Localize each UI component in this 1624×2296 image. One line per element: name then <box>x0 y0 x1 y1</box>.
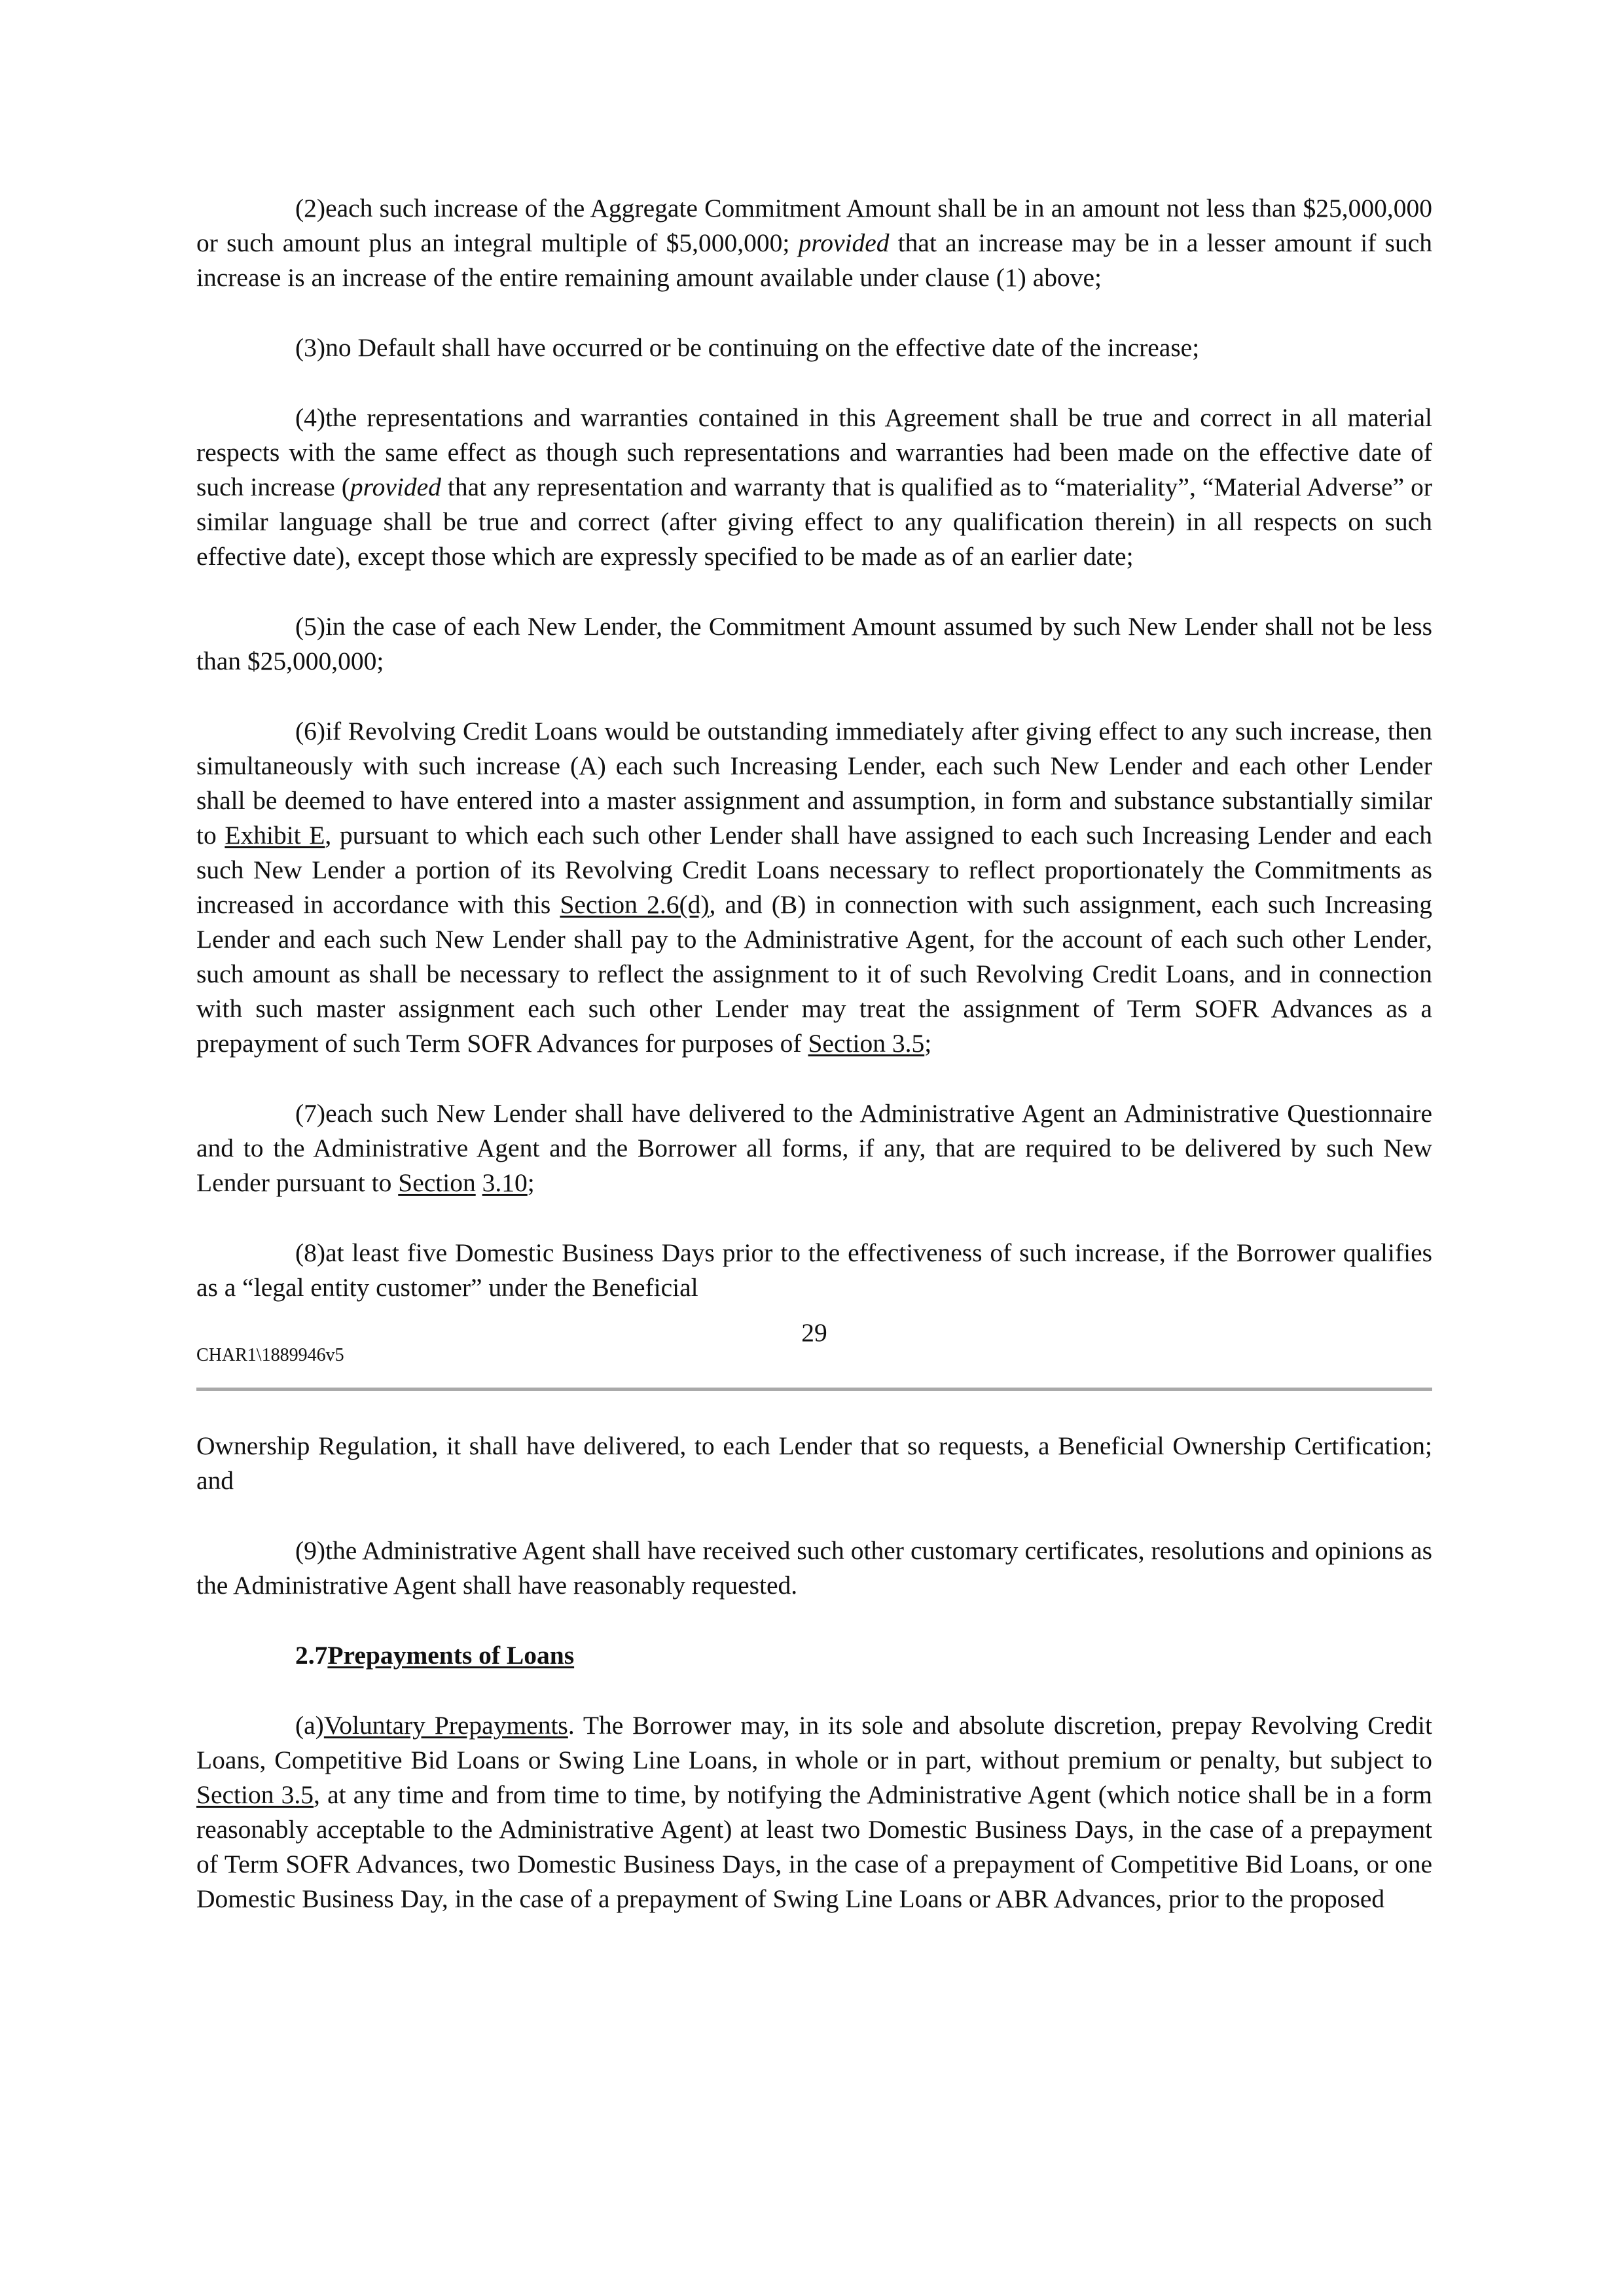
clause-number: (3) <box>295 333 326 362</box>
exhibit-e-reference: Exhibit E <box>225 821 325 850</box>
page-footer <box>196 1316 1432 1388</box>
clause-8-continuation <box>196 1429 1432 1498</box>
section-3-5-reference: Section 3.5 <box>808 1029 925 1058</box>
clause-text: ; <box>527 1168 535 1197</box>
clause-9 <box>196 1534 1432 1603</box>
clause-6 <box>196 714 1432 1061</box>
section-3-5-reference: Section 3.5 <box>196 1780 314 1809</box>
clause-italic-term: provided <box>798 228 890 257</box>
section-number: 2.7 <box>295 1641 328 1670</box>
clause-number: (5) <box>295 612 326 641</box>
clause-7 <box>196 1096 1432 1200</box>
clause-3 <box>196 331 1432 365</box>
page-break-divider <box>196 1388 1432 1391</box>
clause-4 <box>196 401 1432 574</box>
clause-number: (6) <box>295 717 326 745</box>
section-3-10-reference: 3.10 <box>482 1168 528 1197</box>
clause-number: (2) <box>295 194 326 223</box>
clause-number: (7) <box>295 1099 326 1128</box>
clause-text: , pursuant to which each such other Lender shall have assigned to each such Increasing Lender and each such New Lender a portion of its Revolving Credit Loans necessary to reflect proportionately the Commitments as increased in accordance with this <box>196 821 1432 919</box>
clause-number: (9) <box>295 1536 326 1565</box>
document-page <box>196 191 1432 1952</box>
clause-text: ; <box>924 1029 932 1058</box>
page-number: 29 <box>801 1318 827 1347</box>
clause-text: each such New Lender shall have delivered to the Administrative Agent an Administrative Questionnaire and to the Administrative Agent and the Borrower all forms, if any, that are required to be delivered by such New Lender pursuant to <box>196 1099 1432 1197</box>
clause-text: if Revolving Credit Loans would be outstanding immediately after giving effect to any such increase, then simultaneously with such increase (A) each such Increasing Lender, each such New Lender and each other Lender shall be deemed to have entered into a master assignment and assumption, in form and substance substantially similar to <box>196 717 1432 850</box>
clause-italic-term: provided <box>350 473 441 501</box>
clause-text: that an increase may be in a lesser amount if such increase is an increase of the entire remaining amount available under clause (1) above; <box>196 228 1432 292</box>
clause-number: (8) <box>295 1238 326 1267</box>
clause-text: that any representation and warranty that is qualified as to “materiality”, “Material Adverse” or similar language shall be true and correct (after giving effect to any qualification therein) in all respects on such effective date), except those which are expressly specified to be made as of an earlier date; <box>196 473 1432 571</box>
clause-text: , and (B) in connection with such assignment, each such Increasing Lender and each such New Lender shall pay to the Administrative Agent, for the account of each such other Lender, such amount as shall be necessary to reflect the assignment to it of such Revolving Credit Loans, and in connection with such master assignment each such other Lender may treat the assignment of Term SOFR Advances as a prepayment of such Term SOFR Advances for purposes of <box>196 890 1432 1058</box>
section-title: Prepayments of Loans <box>327 1641 575 1670</box>
subsection-text: , at any time and from time to time, by notifying the Administrative Agent (which notice shall be in a form reasonably acceptable to the Administrative Agent) at least two Domestic Business Days, in the case of a prepayment of Term SOFR Advances, two Domestic Business Days, in the case of a prepayment of Competitive Bid Loans, or one Domestic Business Day, in the case of a prepayment of Swing Line Loans or ABR Advances, prior to the proposed <box>196 1780 1433 1913</box>
section-heading <box>196 1638 1432 1673</box>
clause-text: Ownership Regulation, it shall have delivered, to each Lender that so requests, a Beneficial Ownership Certification; and <box>196 1431 1432 1495</box>
section-reference: Section <box>398 1168 476 1197</box>
clause-5 <box>196 609 1432 679</box>
clause-text: the Administrative Agent shall have received such other customary certificates, resolutions and opinions as the Administrative Agent shall have reasonably requested. <box>196 1536 1432 1600</box>
subsection-title: Voluntary Prepayments <box>323 1711 568 1740</box>
clause-text: in the case of each New Lender, the Commitment Amount assumed by such New Lender shall not be less than $25,000,000; <box>196 612 1432 675</box>
clause-text: each such increase of the Aggregate Commitment Amount shall be in an amount not less than $25,000,000 or such amount plus an integral multiple of $5,000,000; <box>196 194 1432 257</box>
clause-8 <box>196 1236 1432 1305</box>
subsection-number: (a) <box>295 1711 324 1740</box>
clause-text: at least five Domestic Business Days prior to the effectiveness of such increase, if the Borrower qualifies as a “legal entity customer” under the Beneficial <box>196 1238 1432 1302</box>
subsection-text: . The Borrower may, in its sole and absolute discretion, prepay Revolving Credit Loans, Competitive Bid Loans or Swing Line Loans, in whole or in part, without premium or penalty, but subject to <box>196 1711 1433 1774</box>
clause-2 <box>196 191 1432 295</box>
clause-text: no Default shall have occurred or be continuing on the effective date of the increase; <box>325 333 1200 362</box>
document-id: CHAR1\1889946v5 <box>196 1345 344 1365</box>
section-2-6-d-reference: Section 2.6(d) <box>560 890 710 919</box>
clause-number: (4) <box>295 403 326 432</box>
clause-text: the representations and warranties contained in this Agreement shall be true and correct in all material respects with the same effect as though such representations and warranties had been made on the effective date of such increase ( <box>196 403 1432 501</box>
subsection-a <box>196 1708 1432 1916</box>
clause-text <box>476 1168 482 1197</box>
